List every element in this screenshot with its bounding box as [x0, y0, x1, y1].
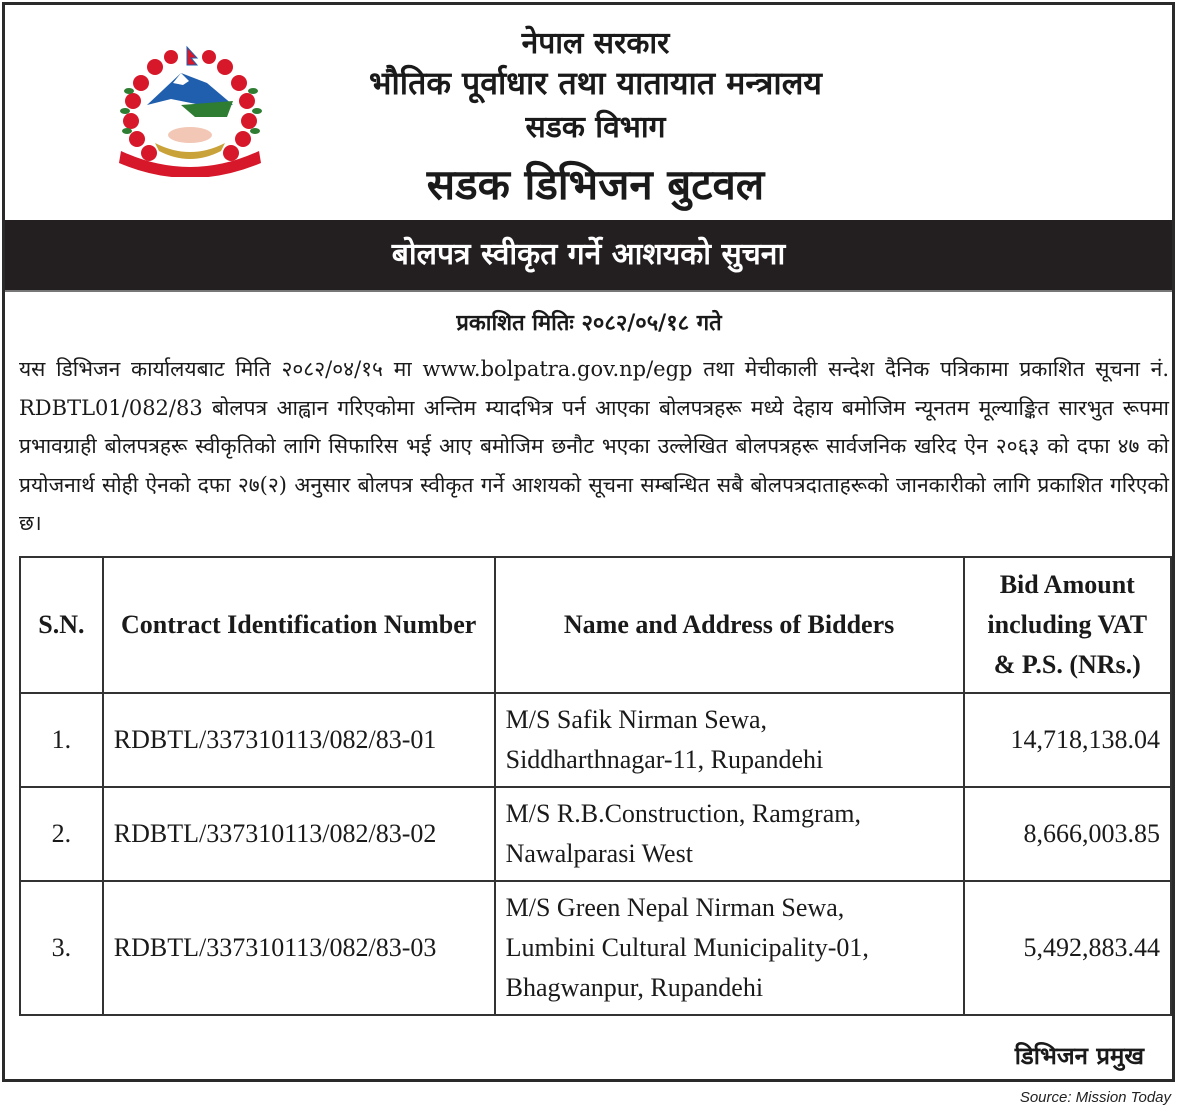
- bidder-address-2: Bhagwanpur, Rupandehi: [505, 973, 764, 1002]
- bidder-address: Siddharthnagar-11, Rupandehi: [505, 745, 824, 774]
- row-bidder: [495, 693, 964, 787]
- bidder-name: M/S Safik Nirman Sewa,: [505, 705, 768, 734]
- row-contract-id: RDBTL/337310113/082/83-03: [103, 881, 495, 1015]
- row-bidder: [495, 787, 964, 881]
- row-sn: 1.: [20, 693, 103, 787]
- bids-table: [19, 556, 1172, 1016]
- table-header-row: [20, 557, 1171, 693]
- row-sn: 3.: [20, 881, 103, 1015]
- row-amount: 5,492,883.44: [964, 881, 1171, 1015]
- header: [5, 5, 1172, 218]
- bidder-name: M/S Green Nepal Nirman Sewa,: [505, 893, 845, 922]
- published-date: प्रकाशित मितिः २०८२/०५/१८ गते: [456, 311, 722, 336]
- row-bidder: [495, 881, 964, 1015]
- header-bidder: Name and Address of Bidders: [495, 557, 964, 693]
- row-contract-id: RDBTL/337310113/082/83-02: [103, 787, 495, 881]
- header-contract-id: Contract Identification Number: [103, 557, 495, 693]
- header-amount: Bid Amount including VAT & P.S. (NRs.): [964, 557, 1171, 693]
- row-amount: 14,718,138.04: [964, 693, 1171, 787]
- bidder-name: M/S R.B.Construction, Ramgram,: [505, 799, 861, 828]
- notice-title-banner: बोलपत्र स्वीकृत गर्ने आशयको सुचना: [5, 220, 1172, 292]
- header-sn: S.N.: [20, 557, 103, 693]
- department-title: सडक विभाग: [525, 110, 666, 145]
- notice-body-text: यस डिभिजन कार्यालयबाट मिति २०८२/०४/१५ मा www.bolpatra.gov.np/egp तथा मेचीकाली सन्देश दैनिक पत्रिकामा प्रकाशित सूचना नं. RDBTL01/082/83 बोलपत्र आह्वान गरिएकोमा अन्तिम म्यादभित्र पर्न आएका बोलपत्रहरू मध्ये देहाय बमोजिम न्यूनतम मूल्याङ्कित सारभुत रूपमा प्रभावग्राही बोलपत्रहरू स्वीकृतिको लागि सिफारिस भई आए बमोजिम छनौट भएका उल्लेखित बोलपत्रहरू सार्वजनिक खरिद ऐन २०६३ को दफा ४७ को प्रयोजनार्थ सोही ऐनको दफा २७(२) अनुसार बोलपत्र स्वीकृत गर्ने आशयको सूचना सम्बन्धित सबै बोलपत्रदाताहरूको जानकारीको लागि प्रकाशित गरिएको छ।: [19, 357, 1169, 535]
- table-row: [20, 881, 1171, 1015]
- signature: डिभिजन प्रमुख: [1014, 1042, 1144, 1070]
- row-amount: 8,666,003.85: [964, 787, 1171, 881]
- notice-frame: [2, 2, 1175, 1082]
- government-title: नेपाल सरकार: [521, 26, 670, 61]
- bidder-address: Nawalparasi West: [505, 839, 693, 868]
- ministry-title: भौतिक पूर्वाधार तथा यातायात मन्त्रालय: [369, 64, 822, 102]
- table-row: [20, 693, 1171, 787]
- source-credit: Source: Mission Today: [1019, 1089, 1171, 1106]
- bidder-address: Lumbini Cultural Municipality-01,: [505, 933, 869, 962]
- table-row: [20, 787, 1171, 881]
- division-title: सडक डिभिजन बुटवल: [426, 160, 765, 209]
- row-sn: 2.: [20, 787, 103, 881]
- row-contract-id: RDBTL/337310113/082/83-01: [103, 693, 495, 787]
